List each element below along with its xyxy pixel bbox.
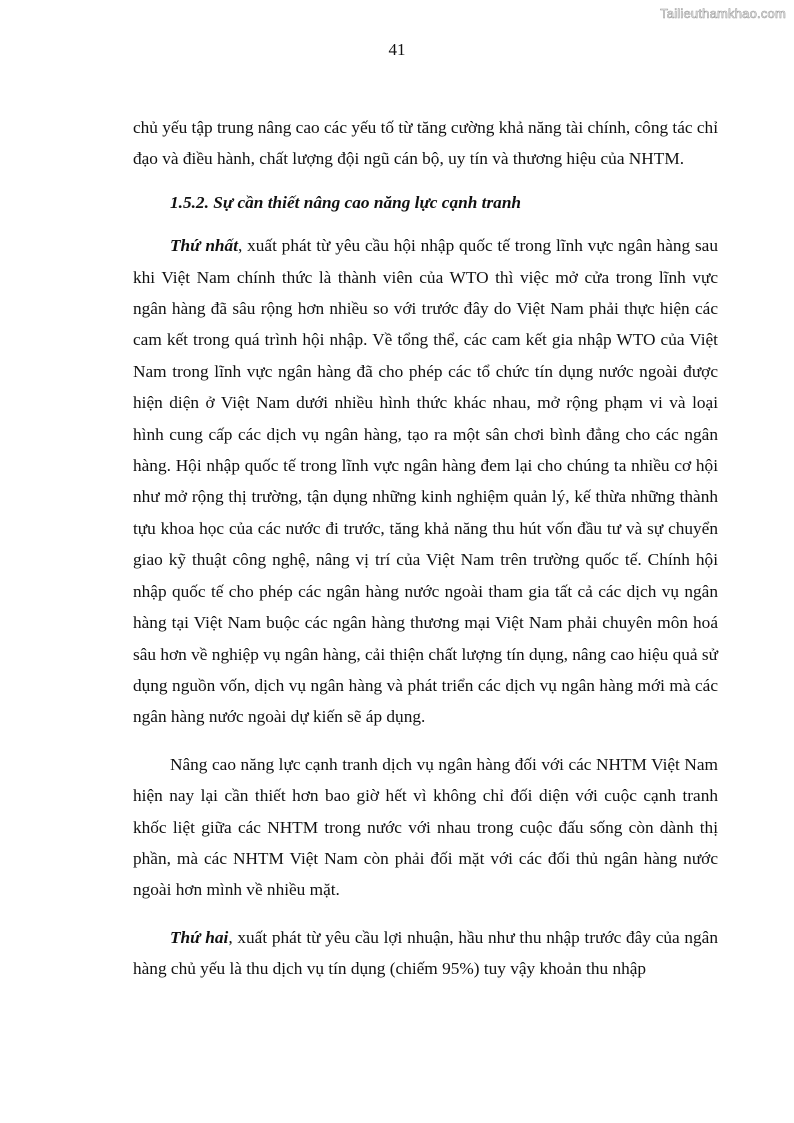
paragraph-text-thu-hai: , xuất phát từ yêu cầu lợi nhuận, hầu như thu nhập trước đây của ngân hàng chủ yếu là thu dịch vụ tín dụng (chiếm 95%) tuy vậy khoản thu nhập <box>133 927 718 979</box>
watermark-text: Tailieuthamkhao.com <box>660 6 786 21</box>
page-number: 41 <box>388 40 406 59</box>
document-body <box>133 112 718 985</box>
paragraph-intro: chủ yếu tập trung nâng cao các yếu tố từ tăng cường khả năng tài chính, công tác chỉ đạo và điều hành, chất lượng đội ngũ cán bộ, uy tín và thương hiệu của NHTM. <box>133 118 718 169</box>
paragraph-thu-nhat <box>133 230 718 733</box>
section-heading: 1.5.2. Sự cần thiết nâng cao năng lực cạnh tranh <box>170 192 522 212</box>
paragraph-text-thu-nhat: , xuất phát từ yêu cầu hội nhập quốc tế trong lĩnh vực ngân hàng sau khi Việt Nam chính thức là thành viên của WTO thì việc mở cửa trong lĩnh vực ngân hàng đã sâu rộng hơn nhiều so với trước đây do Việt Nam phải thực hiện các cam kết trong quá trình hội nhập. Về tổng thể, các cam kết gia nhập WTO của Việt Nam trong lĩnh vực ngân hàng đã cho phép các tổ chức tín dụng nước ngoài được hiện diện ở Việt Nam dưới nhiều hình thức khác nhau, mở rộng phạm vi và loại hình cung cấp các dịch vụ ngân hàng, tạo ra một sân chơi bình đẳng cho các ngân hàng. Hội nhập quốc tế trong lĩnh vực ngân hàng đem lại cho chúng ta nhiều cơ hội như mở rộng thị trường, tận dụng những kinh nghiệm quản lý, kế thừa những thành tựu khoa học của các nước đi trước, tăng khả năng thu hút vốn đầu tư và sự chuyển giao kỹ thuật công nghệ, nâng vị trí của Việt Nam trên trường quốc tế. Chính hội nhập quốc tế cho phép các ngân hàng nước ngoài tham gia tất cả các dịch vụ ngân hàng tại Việt Nam buộc các ngân hàng thương mại Việt Nam phải chuyên môn hoá sâu hơn về nghiệp vụ ngân hàng, cải thiện chất lượng tín dụng, nâng cao hiệu quả sử dụng nguồn vốn, dịch vụ ngân hàng và phát triển các dịch vụ ngân hàng mới mà các ngân hàng nước ngoài dự kiến sẽ áp dụng. <box>133 236 718 727</box>
paragraph-nang-cao: Nâng cao năng lực cạnh tranh dịch vụ ngân hàng đối với các NHTM Việt Nam hiện nay lại cần thiết hơn bao giờ hết vì không chỉ đối diện với cuộc cạnh tranh khốc liệt giữa các NHTM trong nước với nhau trong cuộc đấu sống còn dành thị phần, mà các NHTM Việt Nam còn phải đối mặt với các đối thủ ngân hàng nước ngoài hơn mình về nhiều mặt. <box>133 754 718 900</box>
paragraph-lead-thu-nhat: Thứ nhất <box>170 236 238 256</box>
paragraph-thu-hai <box>133 922 718 985</box>
paragraph-lead-thu-hai: Thứ hai <box>170 927 229 947</box>
